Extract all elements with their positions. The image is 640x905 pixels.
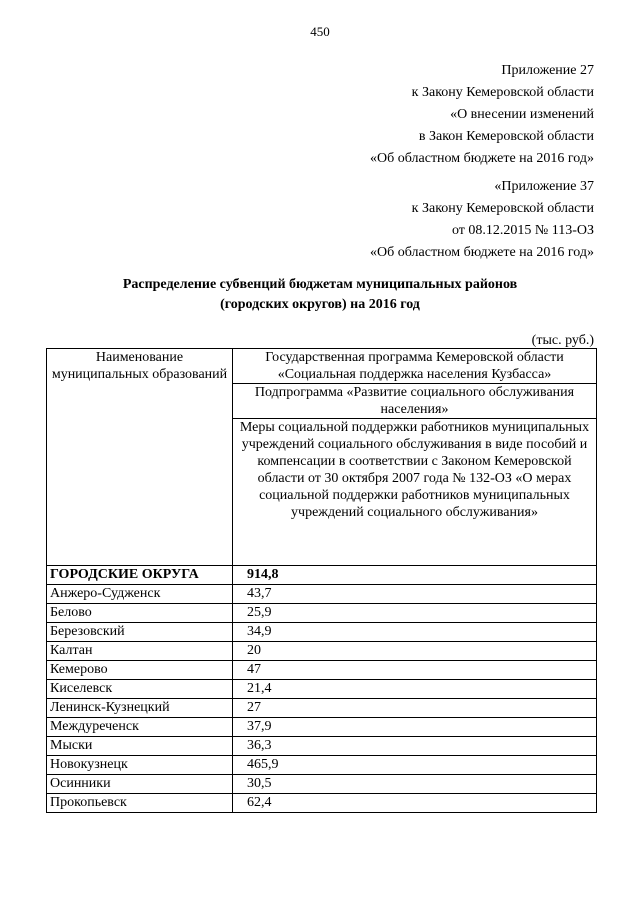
subvention-value: 47 bbox=[233, 661, 597, 680]
municipality-name: Прокопьевск bbox=[47, 794, 233, 813]
subvention-value: 27 bbox=[233, 699, 597, 718]
table-row bbox=[47, 661, 597, 680]
document-title bbox=[60, 275, 580, 315]
municipality-name: Белово bbox=[47, 604, 233, 623]
total-value: 914,8 bbox=[233, 566, 597, 585]
municipality-name: Калтан bbox=[47, 642, 233, 661]
subvention-value: 20 bbox=[233, 642, 597, 661]
appendix-line: в Закон Кемеровской области bbox=[418, 129, 594, 144]
subvention-value: 21,4 bbox=[233, 680, 597, 699]
table-row bbox=[47, 680, 597, 699]
table-row bbox=[47, 794, 597, 813]
total-row bbox=[47, 566, 597, 585]
subvention-value: 30,5 bbox=[233, 775, 597, 794]
appendix-line: «Об областном бюджете на 2016 год» bbox=[370, 245, 594, 260]
table-header-row bbox=[47, 349, 597, 384]
total-name: ГОРОДСКИЕ ОКРУГА bbox=[47, 566, 233, 585]
municipality-name: Новокузнецк bbox=[47, 756, 233, 775]
table-row bbox=[47, 623, 597, 642]
appendix-header-current bbox=[254, 60, 594, 170]
municipality-name: Осинники bbox=[47, 775, 233, 794]
appendix-line: от 08.12.2015 № 113-ОЗ bbox=[451, 223, 594, 238]
table-row bbox=[47, 642, 597, 661]
units-label: (тыс. руб.) bbox=[531, 333, 594, 348]
subvention-table bbox=[46, 348, 597, 813]
municipality-name: Березовский bbox=[47, 623, 233, 642]
appendix-header-original bbox=[254, 176, 594, 264]
table-row bbox=[47, 718, 597, 737]
appendix-line: «Об областном бюджете на 2016 год» bbox=[370, 151, 594, 166]
table-row bbox=[47, 604, 597, 623]
table-row bbox=[47, 775, 597, 794]
measure-header: Меры социальной поддержки работников муниципальных учреждений социального обслуживания в виде пособий и компенсации в соответствии с Законом Кемеровской области от 30 октября 2007 года № 132-ОЗ «О мерах социальной поддержки работников муниципальных учреждений социального обслуживания» bbox=[233, 419, 597, 566]
municipality-column-header: Наименование муниципальных образований bbox=[47, 349, 233, 566]
municipality-name: Мыски bbox=[47, 737, 233, 756]
subvention-value: 43,7 bbox=[233, 585, 597, 604]
subprogram-header: Подпрограмма «Развитие социального обслуживания населения» bbox=[233, 384, 597, 419]
subvention-value: 37,9 bbox=[233, 718, 597, 737]
appendix-line: Приложение 27 bbox=[501, 63, 594, 78]
appendix-line: к Закону Кемеровской области bbox=[411, 85, 594, 100]
table-row bbox=[47, 585, 597, 604]
subvention-value: 25,9 bbox=[233, 604, 597, 623]
municipality-name: Киселевск bbox=[47, 680, 233, 699]
subvention-value: 62,4 bbox=[233, 794, 597, 813]
subvention-value: 34,9 bbox=[233, 623, 597, 642]
table-row bbox=[47, 756, 597, 775]
program-header: Государственная программа Кемеровской области «Социальная поддержка населения Кузбасса» bbox=[233, 349, 597, 384]
municipality-name: Кемерово bbox=[47, 661, 233, 680]
table-row bbox=[47, 699, 597, 718]
document-title-line: (городских округов) на 2016 год bbox=[220, 297, 420, 312]
page-number: 450 bbox=[310, 24, 330, 39]
document-title-line: Распределение субвенций бюджетам муниципальных районов bbox=[122, 277, 518, 292]
appendix-line: «Приложение 37 bbox=[494, 179, 594, 194]
appendix-line: «О внесении изменений bbox=[450, 107, 594, 122]
appendix-line: к Закону Кемеровской области bbox=[411, 201, 594, 216]
subvention-value: 465,9 bbox=[233, 756, 597, 775]
subvention-value: 36,3 bbox=[233, 737, 597, 756]
municipality-name: Междуреченск bbox=[47, 718, 233, 737]
municipality-name: Ленинск-Кузнецкий bbox=[47, 699, 233, 718]
table-row bbox=[47, 737, 597, 756]
municipality-name: Анжеро-Судженск bbox=[47, 585, 233, 604]
